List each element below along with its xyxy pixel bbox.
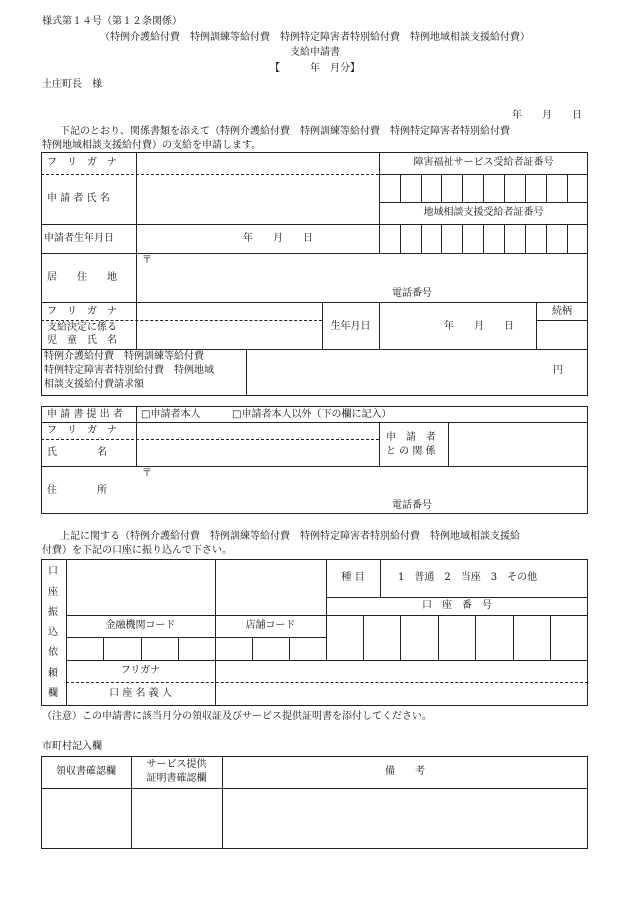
claim-label-1: 特例介護給付費 特例訓練等給付費 [44, 351, 204, 362]
municipal-title: 市町村記入欄 [42, 741, 102, 752]
child-birth-label: 生年月日 [330, 321, 371, 332]
intro-line1: 下記のとおり、関係書類を添えて（特例介護給付費 特例訓練等給付費 特例特定障害者特別給付費 [60, 126, 510, 137]
submitter-other-checkbox[interactable]: □申請者本人以外（下の欄に記入） [232, 409, 392, 420]
account-type-label: 種 目 [341, 572, 365, 583]
intro-line2: 特例地域相談支援給付費）の支給を申請します。 [42, 140, 262, 151]
service-cert-label: 障害福祉サービス受給者証番号 [413, 157, 554, 168]
period-field[interactable]: 【 年 月分】 [270, 63, 360, 74]
submitter-self-checkbox[interactable]: □申請者本人 [141, 409, 201, 420]
form-title-line2: 支給申請書 [290, 47, 340, 58]
attachment-note: （注意）この申請書に該当月分の領収証及びサービス提供証明書を添付してください。 [42, 711, 432, 722]
service-check-label-2: 証明書確認欄 [146, 773, 207, 784]
branch-code-label: 店舗コード [245, 620, 296, 631]
child-name-label-1: 支給決定に係る [47, 322, 117, 333]
submitter-label: 申 請 書 提 出 者 [47, 409, 123, 420]
submitter-address-label: 住 所 [47, 485, 107, 496]
bank-side-char-6: 頼 [48, 668, 58, 679]
bank-side-char-4: 込 [48, 627, 58, 638]
submitter-postal-mark: 〒 [142, 468, 152, 479]
holder-furigana-label: フリガナ [120, 665, 161, 676]
postal-mark: 〒 [142, 255, 152, 266]
remarks-label: 備 考 [385, 766, 425, 777]
bank-side-char-2: 座 [48, 587, 58, 598]
form-number: 様式第１４号（第１２条関係） [42, 16, 182, 27]
bank-side-char-7: 欄 [48, 688, 58, 699]
submitter-name-label: 氏 名 [47, 447, 107, 458]
birthdate-field[interactable]: 年 月 日 [243, 233, 313, 244]
bank-side-char-5: 依 [48, 647, 58, 658]
relationship-label: 続柄 [552, 306, 572, 317]
relation-label-1: 申 請 者 [386, 432, 436, 443]
account-number-label: 口 座 番 号 [422, 600, 492, 611]
claim-label-3: 相談支援給付費請求額 [44, 379, 144, 390]
submitter-phone-label: 電話番号 [392, 500, 432, 511]
date-field[interactable]: 年 月 日 [512, 110, 582, 121]
bank-code-label: 金融機関コード [105, 620, 176, 631]
receipt-check-label: 領収書確認欄 [56, 766, 116, 777]
birthdate-label: 申請者生年月日 [44, 233, 114, 244]
address-label: 居 住 地 [47, 272, 117, 283]
child-birth-field[interactable]: 年 月 日 [444, 321, 514, 332]
bank-intro-line2: 付費）を下記の口座に振り込んで下さい。 [42, 545, 232, 556]
applicant-furigana-label: フ リ ガ ナ [47, 157, 117, 168]
phone-label: 電話番号 [392, 288, 432, 299]
submitter-furigana-label: フ リ ガ ナ [47, 425, 117, 436]
service-check-label-1: サービス提供 [146, 759, 207, 770]
form-title-line1: （特例介護給付費 特例訓練等給付費 特例特定障害者特別給付費 特例地域相談支援給付費） [100, 32, 530, 43]
applicant-name-label: 申 請 者 氏 名 [47, 193, 110, 204]
account-holder-label: 口 座 名 義 人 [109, 688, 172, 699]
addressee: 土庄町長 様 [42, 79, 102, 90]
bank-side-char-1: 口 [48, 566, 58, 577]
yen-unit: 円 [553, 365, 563, 376]
relation-label-2: と の 関 係 [386, 446, 436, 457]
bank-side-char-3: 振 [48, 607, 58, 618]
child-furigana-label: フ リ ガ ナ [47, 306, 117, 317]
claim-label-2: 特例特定障害者特別給付費 特例地域 [44, 365, 214, 376]
child-name-label-2: 児 童 氏 名 [47, 335, 117, 346]
consult-cert-label: 地域相談支援受給者証番号 [423, 207, 544, 218]
bank-intro-line1: 上記に関する（特例介護給付費 特例訓練等給付費 特例特定障害者特別給付費 特例地域相談支援給 [60, 531, 520, 542]
account-type-options[interactable]: 1 普通 2 当座 3 その他 [398, 572, 538, 583]
